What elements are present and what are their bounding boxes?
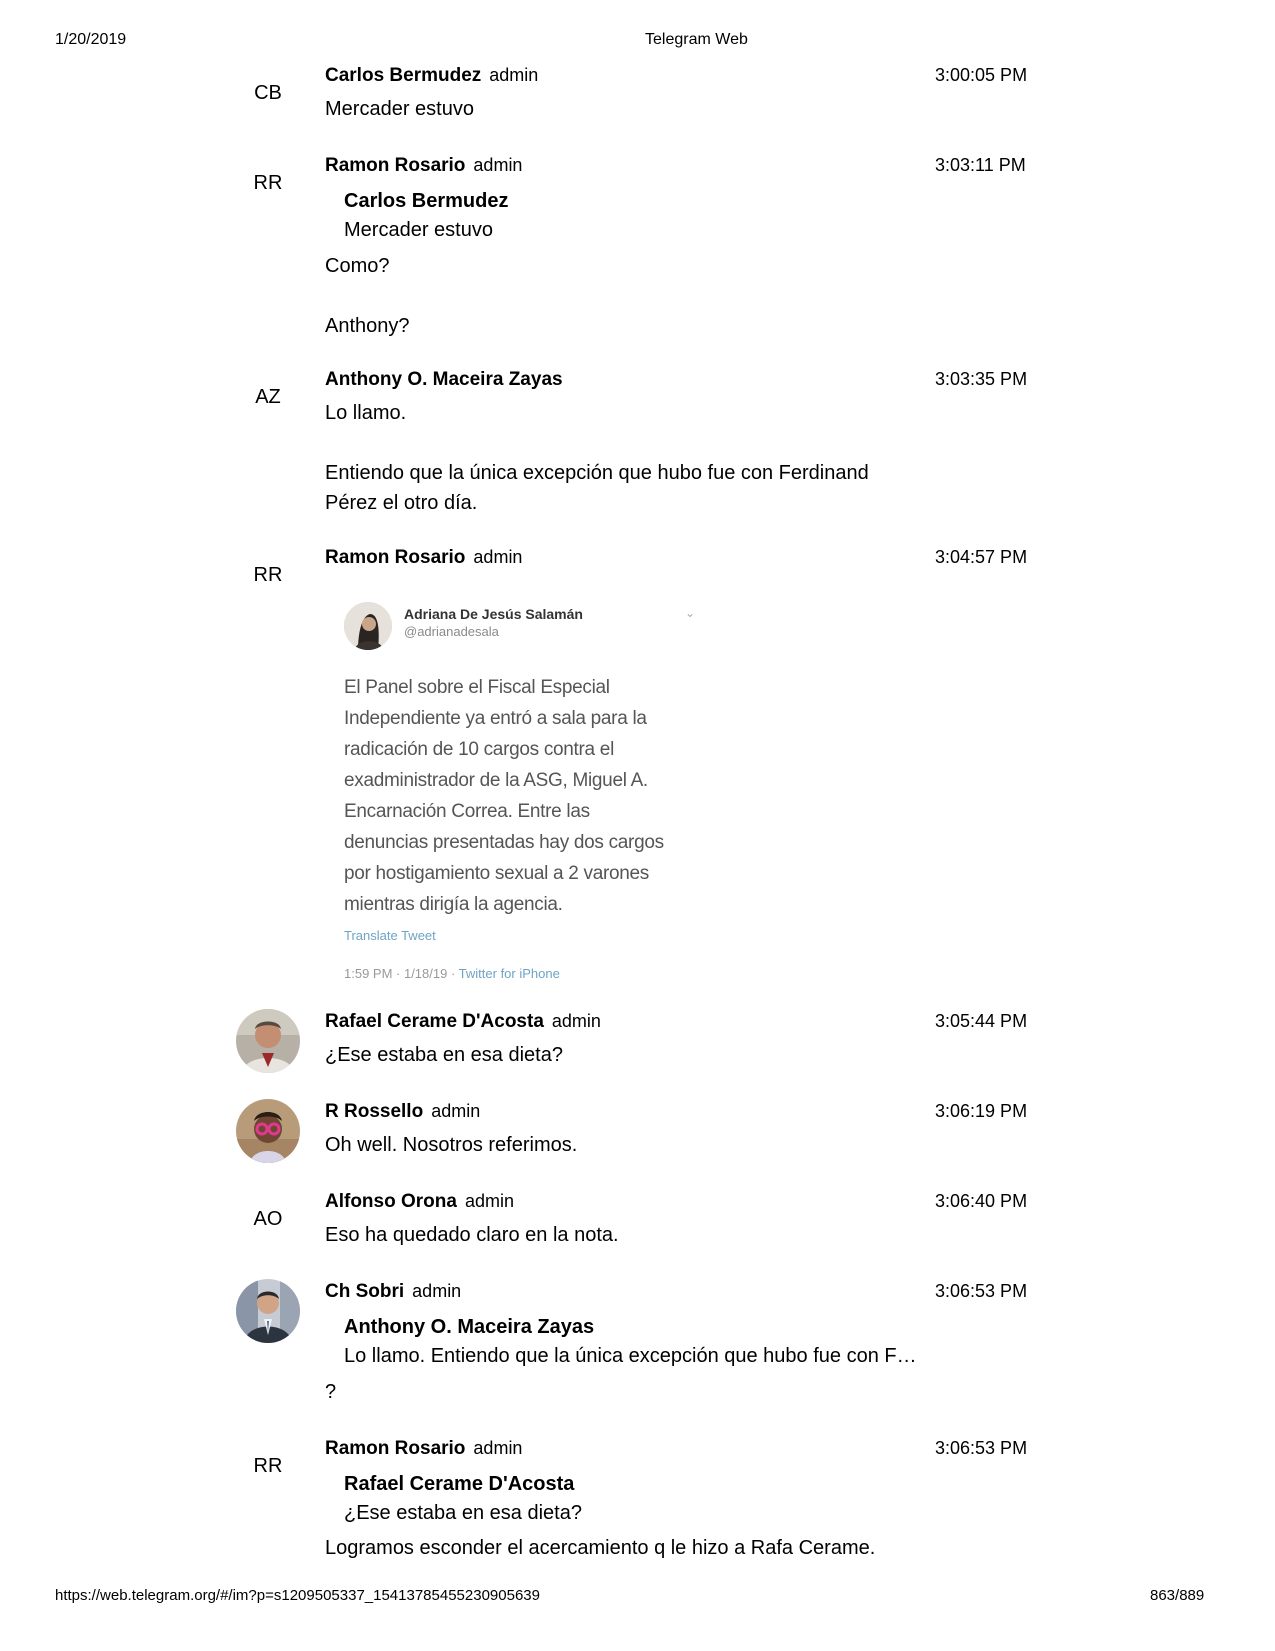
reply-quote[interactable]	[344, 1313, 917, 1371]
author-role: admin	[489, 65, 539, 85]
reply-quote-text: ¿Ese estaba en esa dieta?	[344, 1502, 582, 1524]
message-time: 3:00:05 PM	[935, 65, 1028, 85]
message-line: Entiendo que la única excepción que hubo fue con Ferdinand	[325, 462, 869, 484]
message-line-blank	[325, 281, 410, 311]
avatar-photo[interactable]	[236, 1099, 300, 1163]
author-name[interactable]: Carlos Bermudez	[325, 65, 482, 86]
avatar-photo[interactable]	[236, 1009, 300, 1073]
avatar-initials[interactable]: CB	[254, 82, 282, 104]
message-line: Lo llamo.	[325, 402, 407, 424]
page-url: https://web.telegram.org/#/im?p=s1209505337_15413785455230905639	[55, 1587, 540, 1604]
message-author	[325, 1191, 514, 1213]
tweet-line: Encarnación Correa. Entre las	[344, 801, 590, 822]
translate-tweet-link: Translate Tweet	[344, 928, 436, 943]
message-text	[325, 251, 410, 341]
reply-quote[interactable]	[344, 187, 509, 245]
message-line: Pérez el otro día.	[325, 492, 478, 514]
avatar-initials[interactable]: RR	[253, 564, 283, 586]
tweet-line: denuncias presentadas hay dos cargos	[344, 832, 664, 853]
chevron-down-icon: ⌄	[685, 606, 696, 620]
author-role: admin	[412, 1281, 462, 1301]
message-time: 3:06:53 PM	[935, 1281, 1028, 1301]
author-role: admin	[473, 155, 523, 175]
author-role: admin	[473, 1438, 523, 1458]
message-text: Mercader estuvo	[325, 98, 474, 120]
message-author	[325, 1438, 522, 1460]
tweet-line: por hostigamiento sexual a 2 varones	[344, 863, 650, 884]
message-author	[325, 1011, 601, 1033]
message-author	[325, 369, 563, 391]
reply-quote-author: Rafael Cerame D'Acosta	[344, 1473, 575, 1495]
author-name[interactable]: Ramon Rosario	[325, 547, 466, 568]
tweet-author-name: Adriana De Jesús Salamán	[404, 606, 583, 622]
message-line: Como?	[325, 255, 390, 277]
tweet-line: El Panel sobre el Fiscal Especial	[344, 677, 610, 698]
message-author	[325, 155, 522, 177]
reply-quote[interactable]	[344, 1470, 582, 1528]
author-role: admin	[551, 1011, 601, 1031]
page-title: Telegram Web	[645, 31, 748, 48]
author-role: admin	[431, 1101, 481, 1121]
message-text: Logramos esconder el acercamiento q le hizo a Rafa Cerame.	[325, 1537, 876, 1559]
author-name[interactable]: Alfonso Orona	[325, 1191, 457, 1212]
reply-quote-author: Carlos Bermudez	[344, 190, 509, 212]
avatar-initials[interactable]: AO	[253, 1208, 283, 1230]
tweet-author-handle: @adrianadesala	[404, 624, 499, 639]
tweet-line: radicación de 10 cargos contra el	[344, 739, 614, 760]
avatar-initials[interactable]: RR	[253, 1455, 283, 1477]
avatar-rrossello-image	[236, 1099, 300, 1163]
message-time: 3:04:57 PM	[935, 547, 1028, 567]
avatar-photo[interactable]	[236, 1279, 300, 1343]
message-author	[325, 65, 538, 87]
message-time: 3:03:11 PM	[935, 155, 1026, 175]
author-name[interactable]: Ch Sobri	[325, 1281, 405, 1302]
message-text: Eso ha quedado claro en la nota.	[325, 1224, 619, 1246]
tweet-line: Independiente ya entró a sala para la	[344, 708, 647, 729]
tweet-screenshot-image[interactable]	[330, 590, 710, 1000]
message-time: 3:06:40 PM	[935, 1191, 1028, 1211]
message-line-blank	[325, 428, 869, 458]
message-author	[325, 1281, 461, 1303]
reply-quote-author: Anthony O. Maceira Zayas	[344, 1316, 595, 1338]
message-time: 3:06:19 PM	[935, 1101, 1028, 1121]
author-name[interactable]: Anthony O. Maceira Zayas	[325, 369, 563, 390]
avatar-initials[interactable]: AZ	[255, 386, 281, 408]
print-date: 1/20/2019	[55, 31, 127, 48]
author-name[interactable]: Ramon Rosario	[325, 155, 466, 176]
tweet-line: exadministrador de la ASG, Miguel A.	[344, 770, 648, 791]
message-line: Anthony?	[325, 315, 410, 337]
tweet-meta	[344, 966, 560, 981]
message-time: 3:05:44 PM	[935, 1011, 1028, 1031]
author-name[interactable]: R Rossello	[325, 1101, 424, 1122]
message-time: 3:03:35 PM	[935, 369, 1028, 389]
avatar-rafael-image	[236, 1009, 300, 1073]
author-role: admin	[464, 1191, 514, 1211]
avatar-initials[interactable]: RR	[253, 172, 283, 194]
message-text: ¿Ese estaba en esa dieta?	[325, 1044, 563, 1066]
avatar-chsobri-image	[236, 1279, 300, 1343]
author-name[interactable]: Rafael Cerame D'Acosta	[325, 1011, 544, 1032]
tweet-meta-time: 1:59 PM · 1/18/19 ·	[344, 966, 459, 981]
author-role: admin	[473, 547, 523, 567]
message-text: Oh well. Nosotros referimos.	[325, 1134, 578, 1156]
author-name[interactable]: Ramon Rosario	[325, 1438, 466, 1459]
message-author	[325, 1101, 480, 1123]
message-author	[325, 547, 522, 569]
message-time: 3:06:53 PM	[935, 1438, 1028, 1458]
reply-quote-text: Mercader estuvo	[344, 219, 493, 241]
tweet-body	[344, 672, 704, 920]
tweet-meta-source: Twitter for iPhone	[458, 966, 560, 981]
tweet-line: mientras dirigía la agencia.	[344, 894, 563, 915]
reply-quote-text: Lo llamo. Entiendo que la única excepción que hubo fue con F…	[344, 1345, 917, 1367]
tweet-author-avatar	[344, 602, 392, 650]
message-text: ?	[325, 1381, 337, 1403]
message-text	[325, 398, 869, 518]
page-number: 863/889	[1150, 1587, 1205, 1604]
